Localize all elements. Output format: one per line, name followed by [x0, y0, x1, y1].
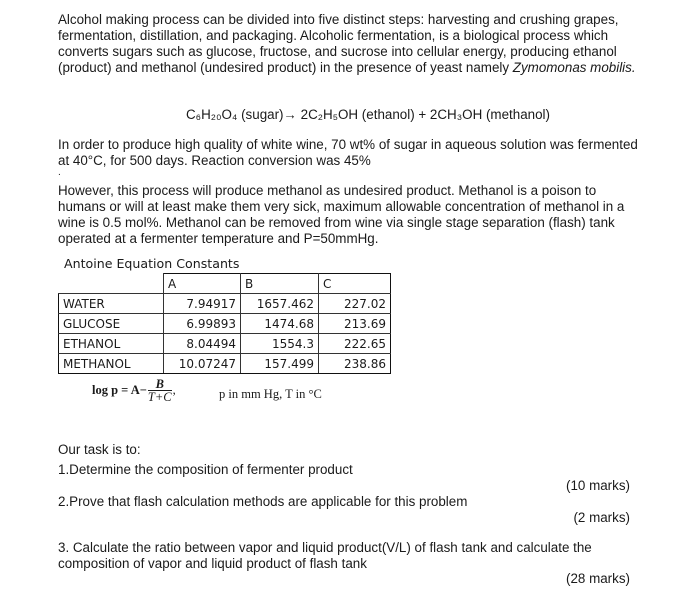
cell-b: 1657.462: [241, 294, 319, 314]
table-row: [59, 294, 391, 314]
task-2: 2.Prove that flash calculation methods are applicable for this problem: [58, 494, 468, 509]
table-row: [59, 354, 391, 374]
antoine-formula: [92, 378, 176, 404]
table-row: [59, 314, 391, 334]
header-c: C: [319, 274, 391, 294]
cell-a: 8.04494: [164, 334, 241, 354]
formula-numerator: B: [148, 378, 172, 391]
task-2-marks: (2 marks): [573, 510, 630, 525]
task-1-marks: (10 marks): [566, 478, 630, 493]
reaction-equation: C₆H₂₀O₄ (sugar)→ 2C₂H₅OH (ethanol) + 2CH₃OH (methanol): [186, 107, 550, 122]
cell-c: 238.86: [319, 354, 391, 374]
organism-name: Zymomonas mobilis.: [512, 60, 636, 75]
cell-b: 1474.68: [241, 314, 319, 334]
antoine-table: [58, 273, 391, 374]
formula-separator: ,: [172, 382, 176, 397]
table-row: [59, 334, 391, 354]
intro-paragraph: [58, 12, 638, 76]
antoine-table-title: Antoine Equation Constants: [64, 256, 240, 271]
intro-text: Alcohol making process can be divided into five distinct steps: harvesting and crushing grapes, fermentation, distillation, and packaging. Alcoholic fermentation, is a biological process which converts sugars such as glucose, fructose, and sucrose into cellular energy, producing ethanol (product) and methanol (undesired product) in the presence of yeast namely: [58, 12, 619, 75]
antoine-header-row: [59, 274, 391, 294]
formula-denominator: T+C: [147, 390, 172, 404]
cell-c: 213.69: [319, 314, 391, 334]
cell-a: 7.94917: [164, 294, 241, 314]
stray-dot: .: [58, 167, 61, 178]
formula-units: p in mm Hg, T in °C: [219, 387, 322, 401]
formula-fraction: [148, 378, 172, 404]
cell-a: 6.99893: [164, 314, 241, 334]
cell-c: 222.65: [319, 334, 391, 354]
cell-b: 1554.3: [241, 334, 319, 354]
cell-c: 227.02: [319, 294, 391, 314]
row-name: METHANOL: [59, 354, 164, 374]
row-name: WATER: [59, 294, 164, 314]
conditions-paragraph: In order to produce high quality of white wine, 70 wt% of sugar in aqueous solution was fermented at 40°C, for 500 days. Reaction conversion was 45%: [58, 137, 638, 168]
task-3: 3. Calculate the ratio between vapor and liquid product(V/L) of flash tank and calculate the composition of vapor and liquid product of flash tank: [58, 540, 592, 571]
header-a: A: [164, 274, 241, 294]
formula-lhs: log p = A−: [92, 382, 147, 397]
row-name: ETHANOL: [59, 334, 164, 354]
header-blank: [59, 274, 164, 294]
header-b: B: [241, 274, 319, 294]
cell-b: 157.499: [241, 354, 319, 374]
cell-a: 10.07247: [164, 354, 241, 374]
methanol-paragraph: However, this process will produce methanol as undesired product. Methanol is a poison to humans or will at least make them very sick, maximum allowable concentration of methanol in a wine is 0.5 mol%. Methanol can be removed from wine via single stage separation (flash) tank operated at a fermenter temperature and P=50mmHg.: [58, 183, 625, 246]
row-name: GLUCOSE: [59, 314, 164, 334]
task-heading: Our task is to:: [58, 442, 141, 457]
task-1: 1.Determine the composition of fermenter product: [58, 462, 353, 477]
task-3-marks: (28 marks): [566, 571, 630, 586]
